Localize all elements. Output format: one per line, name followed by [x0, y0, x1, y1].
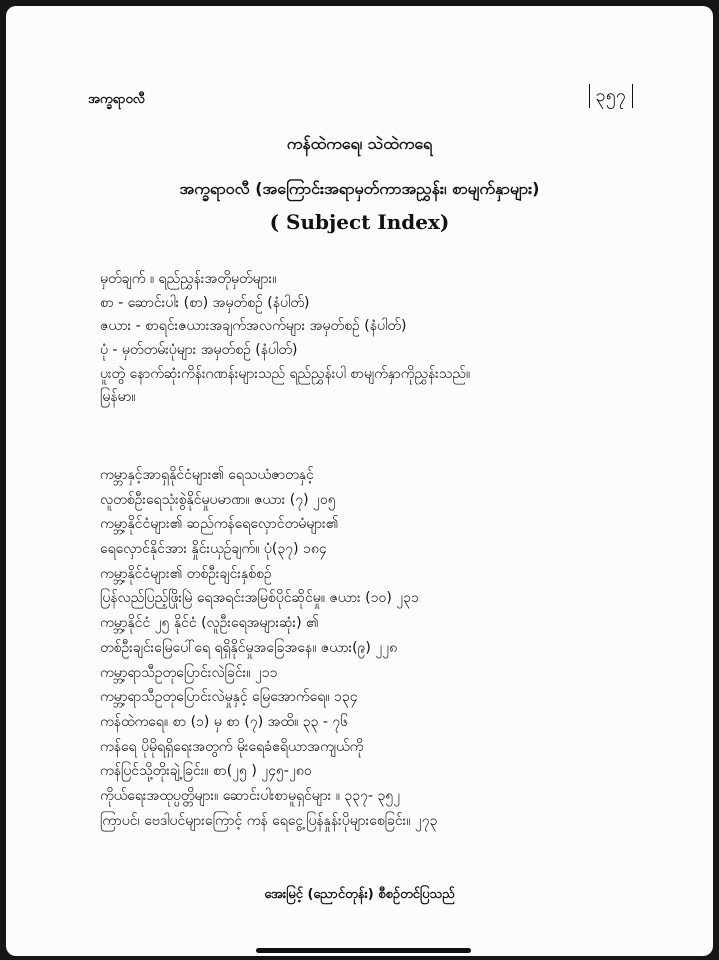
index-entry: ကိုယ်ရေးအထုပ္ပတ္တိများ။ ဆောင်းပါးစာမူရှင်များ ။ ၃၃၇- ၃၅၂: [100, 787, 401, 804]
page-number: ၃၅၇: [589, 84, 633, 108]
legend-line: ဇယား - စာရင်းဇယားအချက်အလက်များ အမှတ်စဉ် (နံပါတ်): [100, 318, 407, 335]
running-head: အက္ခရာဝလီ: [88, 92, 145, 107]
index-entry: ပြန်လည်ပြည့်ဖြိုးမြဲ ရေအရင်းအမြစ်ပိုင်ဆိုင်မှု။ ဇယား (၁၀) ၂၃၁: [100, 590, 419, 607]
legend-line: မြန်မာ။: [100, 389, 136, 406]
title-subject-index: ( Subject Index): [269, 210, 450, 234]
index-entries: [100, 463, 660, 833]
title-line-1: ကန်ထဲကရေ၊ သဲထဲကရေ: [286, 134, 433, 153]
index-entry: ကမ္ဘာ့ရာသီဥတုပြောင်းလဲခြင်း။ ၂၁၁: [100, 664, 278, 681]
index-entry: ကမ္ဘာနှင့်အာရှနိုင်ငံများ၏ ရေသယံဇာတနှင့်: [100, 467, 314, 483]
abbreviation-legend: [100, 268, 660, 410]
index-entry: တစ်ဦးချင်းမြေပေါ်ရေ ရရှိနိုင်မှုအခြေအနေ။ ဇယား(၉) ၂၂၈: [100, 639, 398, 656]
index-entry: ကန်ရေ ပိုမိုရရှိရေးအတွက် မိုးရေခံဧရိယာအကျယ်ကို: [100, 738, 364, 755]
legend-line: ပုံ - မှတ်တမ်းပုံများ အမှတ်စဉ် (နံပါတ်): [100, 342, 298, 359]
index-entry: ကြာပင်၊ ဗေဒါပင်များကြောင့် ကန် ရေငွေ့ပြန်နှုန်းပိုများစေခြင်း။ ၂၇၃: [100, 812, 438, 829]
legend-line: စာ - ဆောင်းပါး (စာ) အမှတ်စဉ် (နံပါတ်): [100, 294, 310, 311]
index-entry: ကမ္ဘာ့နိုင်ငံ ၂၅ နိုင်ငံ (လူဦးရေအများဆုံး) ၏: [100, 615, 319, 632]
index-entry: ကမ္ဘာ့ရာသီဥတုပြောင်းလဲမှုနှင့် မြေအောက်ရေ။ ၁၃၄: [100, 689, 358, 706]
author-credit: အေးမြင့် (ညောင်တုန်း) စီစဉ်တင်ပြသည်: [264, 887, 455, 902]
legend-line: ပူးတွဲ နောက်ဆုံးကိန်းဂဏန်းများသည် ရည်ညွှန်းပါ စာမျက်နှာကိုညွှန်းသည်။: [100, 365, 471, 382]
document-page: [6, 6, 713, 956]
home-indicator-bar[interactable]: [256, 948, 471, 953]
index-entry: ကမ္ဘာ့နိုင်ငံများ၏ ဆည်ကန်ရေလှောင်တမံများ၏: [100, 516, 339, 533]
title-line-2: အက္ခရာဝလီ (အကြောင်းအရာမှတ်ကာအညွှန်း၊ စာမျက်နှာများ): [179, 179, 540, 198]
index-entry: ကန်ပြင်သို့တိုးချဲ့ခြင်း။ စာ(၂၅ ) ၂၄၅-၂၈၀: [100, 763, 312, 780]
index-entry: ရေလှောင်နိုင်အား နှိုင်းယှဉ်ချက်။ ပုံ(၃၇) ၁၈၄: [100, 541, 327, 558]
index-entry: ကမ္ဘာ့နိုင်ငံများ၏ တစ်ဦးချင်းနှစ်စဉ်: [100, 565, 272, 582]
legend-line: မှတ်ချက် ။ ရည်ညွှန်းအတိုမှတ်များ။: [100, 271, 277, 287]
index-entry: လူတစ်ဦးရေသုံးစွဲနိုင်မှုပမာဏ။ ဇယား (၇) ၂၀၅: [100, 491, 336, 508]
index-entry: ကန်ထဲကရေ။ စာ (၁) မှ စာ (၇) အထိ။ ၃၃ - ၇၆: [100, 713, 349, 730]
